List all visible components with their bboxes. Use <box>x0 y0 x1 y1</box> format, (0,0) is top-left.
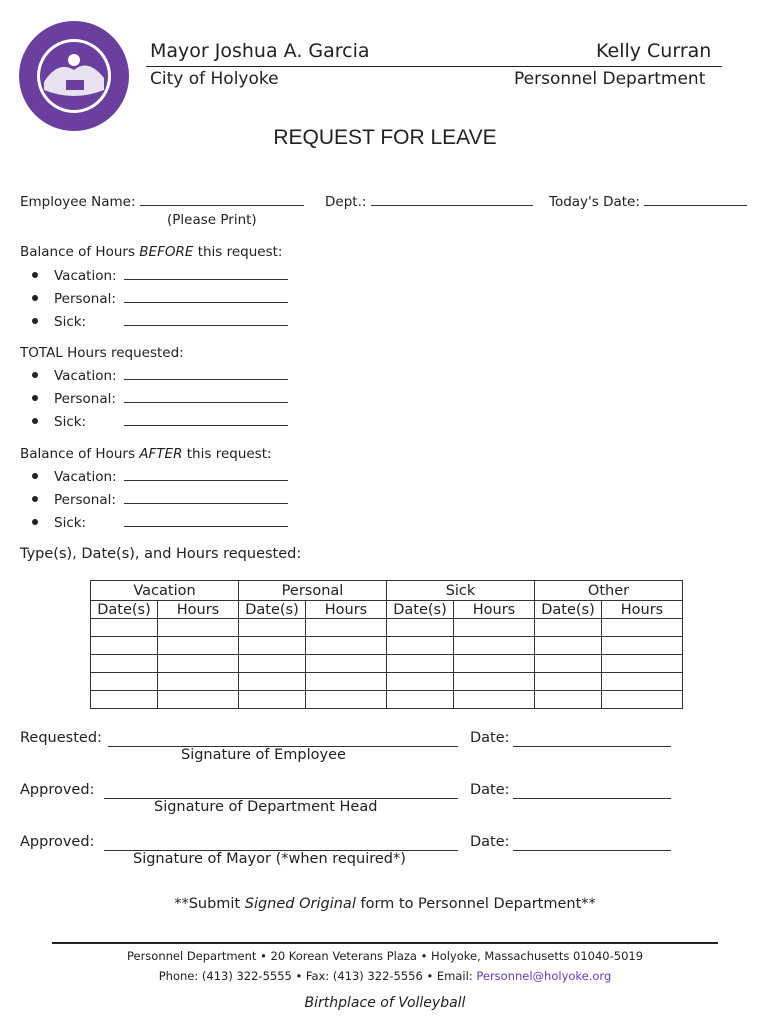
dept-field[interactable] <box>325 193 533 210</box>
types-dates-hours-label: Type(s), Date(s), and Hours requested: <box>20 546 302 562</box>
todays-date-label: Today's Date: <box>549 194 640 210</box>
footer-divider <box>52 942 718 944</box>
table-header-sick: Sick <box>387 581 535 601</box>
todays-date-blank[interactable] <box>644 193 747 206</box>
subheader-dates: Date(s) <box>535 601 602 619</box>
footer-address: Personnel Department • 20 Korean Veterans Plaza • Holyoke, Massachusetts 01040-5019 <box>126 949 644 963</box>
total-personal[interactable]: Personal: <box>32 390 288 407</box>
dept-blank[interactable] <box>371 193 533 206</box>
requested-date-line[interactable] <box>513 746 671 747</box>
todays-date-field[interactable] <box>549 193 747 210</box>
approved-dept-date-label: Date: <box>470 782 510 798</box>
dept-head-signature-caption: Signature of Department Head <box>154 799 378 815</box>
city-name: City of Holyoke <box>150 69 279 89</box>
email-link[interactable]: Personnel@holyoke.org <box>476 969 612 983</box>
leave-request-table <box>90 580 683 709</box>
balance-after-sick[interactable]: Sick: <box>32 514 288 531</box>
employee-name-label: Employee Name: <box>20 194 136 210</box>
submit-note: **Submit Signed Original form to Personnel Department** <box>174 896 596 912</box>
mayor-name: Mayor Joshua A. Garcia <box>150 40 370 62</box>
header-divider <box>146 66 722 67</box>
dept-label: Dept.: <box>325 194 367 210</box>
subheader-dates: Date(s) <box>239 601 306 619</box>
employee-name-field[interactable] <box>20 193 304 210</box>
approved-mayor-date-line[interactable] <box>513 850 671 851</box>
mayor-signature-caption: Signature of Mayor (*when required*) <box>133 851 406 867</box>
approved-dept-date-line[interactable] <box>513 798 671 799</box>
subheader-dates: Date(s) <box>387 601 454 619</box>
subheader-dates: Date(s) <box>91 601 158 619</box>
director-name: Kelly Curran <box>596 40 712 62</box>
department-name: Personnel Department <box>514 69 706 89</box>
requested-label: Requested: <box>20 730 102 746</box>
table-header-personal: Personal <box>239 581 387 601</box>
balance-after-label: Balance of Hours AFTER this request: <box>20 446 272 462</box>
table-row <box>91 637 683 655</box>
table-row <box>91 655 683 673</box>
balance-before-vacation[interactable]: Vacation: <box>32 267 288 284</box>
balance-before-label: Balance of Hours BEFORE this request: <box>20 244 283 260</box>
city-seal-logo <box>18 20 130 132</box>
employee-signature-caption: Signature of Employee <box>181 747 346 763</box>
form-title: REQUEST FOR LEAVE <box>273 126 497 149</box>
subheader-hours: Hours <box>158 601 239 619</box>
approved-mayor-label: Approved: <box>20 834 95 850</box>
footer-contact: Phone: (413) 322-5555 • Fax: (413) 322-5556 • Email: Personnel@holyoke.org <box>158 969 612 983</box>
balance-after-personal[interactable]: Personal: <box>32 491 288 508</box>
subheader-hours: Hours <box>454 601 535 619</box>
table-row <box>91 619 683 637</box>
subheader-hours: Hours <box>602 601 683 619</box>
approved-mayor-date-label: Date: <box>470 834 510 850</box>
total-sick[interactable]: Sick: <box>32 413 288 430</box>
table-header-vacation: Vacation <box>91 581 239 601</box>
please-print-hint: (Please Print) <box>167 212 257 228</box>
balance-before-personal[interactable]: Personal: <box>32 290 288 307</box>
subheader-hours: Hours <box>306 601 387 619</box>
table-row <box>91 691 683 709</box>
approved-dept-label: Approved: <box>20 782 95 798</box>
requested-date-label: Date: <box>470 730 510 746</box>
footer-tagline: Birthplace of Volleyball <box>304 995 466 1011</box>
employee-name-blank[interactable] <box>140 193 304 206</box>
total-requested-label: TOTAL Hours requested: <box>20 345 184 361</box>
total-vacation[interactable]: Vacation: <box>32 367 288 384</box>
table-header-other: Other <box>535 581 683 601</box>
table-row <box>91 673 683 691</box>
balance-before-sick[interactable]: Sick: <box>32 313 288 330</box>
balance-after-vacation[interactable]: Vacation: <box>32 468 288 485</box>
